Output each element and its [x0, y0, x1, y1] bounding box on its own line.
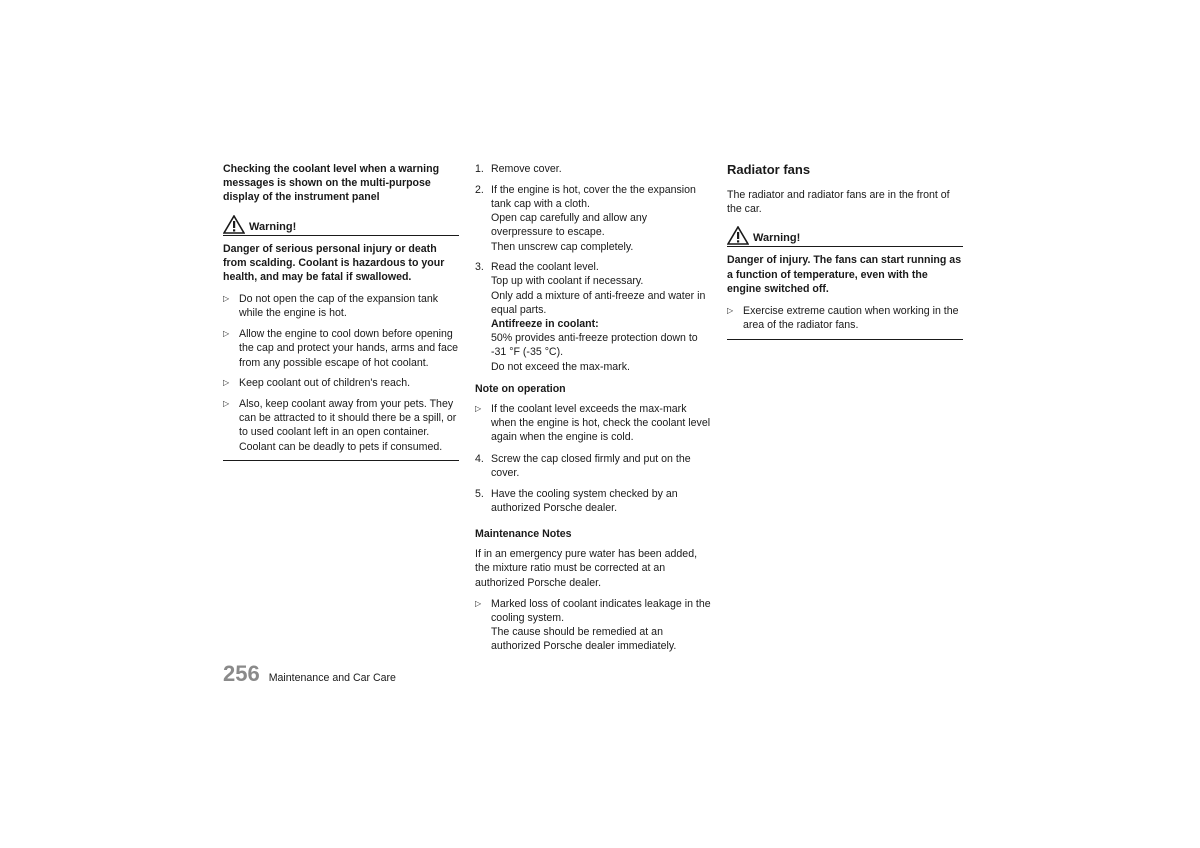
list-item-text: Also, keep coolant away from your pets. They can be attracted to it should there be a spill, or to used coolant left in an open container. Coolant can be deadly to pets if consumed.	[239, 397, 457, 453]
triangle-bullet-icon: ▷	[475, 404, 482, 414]
triangle-bullet-icon: ▷	[475, 598, 482, 608]
step-5	[475, 487, 711, 515]
warning-triangle-icon	[727, 226, 749, 245]
warning-end-rule	[727, 339, 963, 340]
maintenance-text: If in an emergency pure water has been added, the mixture ratio must be corrected at an authorized Porsche dealer.	[475, 548, 698, 589]
triangle-bullet-icon: ▷	[727, 306, 734, 316]
list-item	[475, 402, 711, 445]
warning-end-rule	[223, 460, 459, 461]
step-text: If the engine is hot, cover the the expansion tank cap with a cloth.	[491, 183, 696, 210]
warning-text: Danger of serious personal injury or death from scalding. Coolant is hazardous to your health, and may be fatal if swallowed.	[223, 242, 445, 284]
warning-label: Warning!	[753, 232, 801, 245]
warning-triangle-icon	[223, 215, 245, 234]
step-3	[475, 260, 711, 374]
bullet-list	[223, 292, 459, 454]
step-text: Remove cover.	[491, 163, 562, 175]
step-1	[475, 162, 711, 176]
chapter-title: Maintenance and Car Care	[268, 672, 396, 684]
triangle-bullet-icon: ▷	[223, 329, 230, 339]
step-number: 2.	[475, 183, 484, 196]
step-text: Screw the cap closed firmly and put on the cover.	[491, 452, 691, 479]
list-item	[223, 376, 459, 390]
list-item	[727, 304, 963, 332]
step-number: 3.	[475, 261, 484, 274]
list-item-text: Allow the engine to cool down before opening the cap and protect your hands, arms and face from any possible escape of hot coolant.	[239, 328, 459, 369]
step-text: Do not exceed the max-mark.	[491, 360, 630, 373]
list-item-text: Marked loss of coolant indicates leakage in the cooling system.	[491, 597, 711, 624]
bullet-list	[727, 304, 963, 332]
list-item	[223, 327, 459, 370]
list-item-text: If the coolant level exceeds the max-mark when the engine is hot, check the coolant level again when the engine is cold.	[491, 403, 711, 444]
list-item	[223, 397, 459, 454]
step-text: Have the cooling system checked by an authorized Porsche dealer.	[491, 487, 678, 514]
list-item-text: Do not open the cap of the expansion tank while the engine is hot.	[239, 293, 439, 320]
section-heading: Checking the coolant level when a warning messages is shown on the multi-purpose display of the instrument panel	[223, 163, 440, 204]
list-item-text: Keep coolant out of children's reach.	[239, 377, 411, 390]
step-text: Read the coolant level.	[491, 261, 599, 274]
warning-header	[223, 215, 459, 236]
step-text: 50% provides anti-freeze protection down to -31 °F (-35 °C).	[491, 332, 698, 359]
maintenance-heading: Maintenance Notes	[475, 527, 572, 540]
warning-text: Danger of injury. The fans can start running as a function of temperature, even with the engine switched off.	[727, 254, 962, 295]
step-2	[475, 183, 711, 254]
antifreeze-label: Antifreeze in coolant:	[491, 318, 599, 331]
list-item	[475, 597, 711, 654]
step-text: Then unscrew cap completely.	[491, 240, 634, 253]
step-4	[475, 452, 711, 480]
section-title: Radiator fans	[727, 162, 811, 177]
step-text: Open cap carefully and allow any overpressure to escape.	[491, 212, 648, 239]
list-item-text: Exercise extreme caution when working in the area of the radiator fans.	[743, 305, 959, 332]
triangle-bullet-icon: ▷	[223, 294, 230, 304]
warning-header	[727, 226, 963, 247]
step-number: 4.	[475, 452, 484, 465]
column-right	[727, 162, 963, 340]
page-footer	[223, 660, 396, 688]
step-number: 5.	[475, 487, 484, 500]
warning-label: Warning!	[249, 220, 297, 233]
step-text: Top up with coolant if necessary.	[491, 275, 644, 288]
page-number: 256	[223, 661, 260, 686]
step-text: Only add a mixture of anti-freeze and water in equal parts.	[491, 289, 706, 316]
list-item	[223, 292, 459, 320]
column-left	[223, 162, 459, 461]
step-number: 1.	[475, 163, 484, 175]
triangle-bullet-icon: ▷	[223, 378, 230, 388]
triangle-bullet-icon: ▷	[223, 398, 230, 408]
column-middle	[475, 162, 711, 660]
list-item-text: The cause should be remedied at an authorized Porsche dealer immediately.	[491, 626, 677, 653]
intro-text: The radiator and radiator fans are in the front of the car.	[727, 189, 950, 216]
note-heading: Note on operation	[475, 382, 566, 395]
